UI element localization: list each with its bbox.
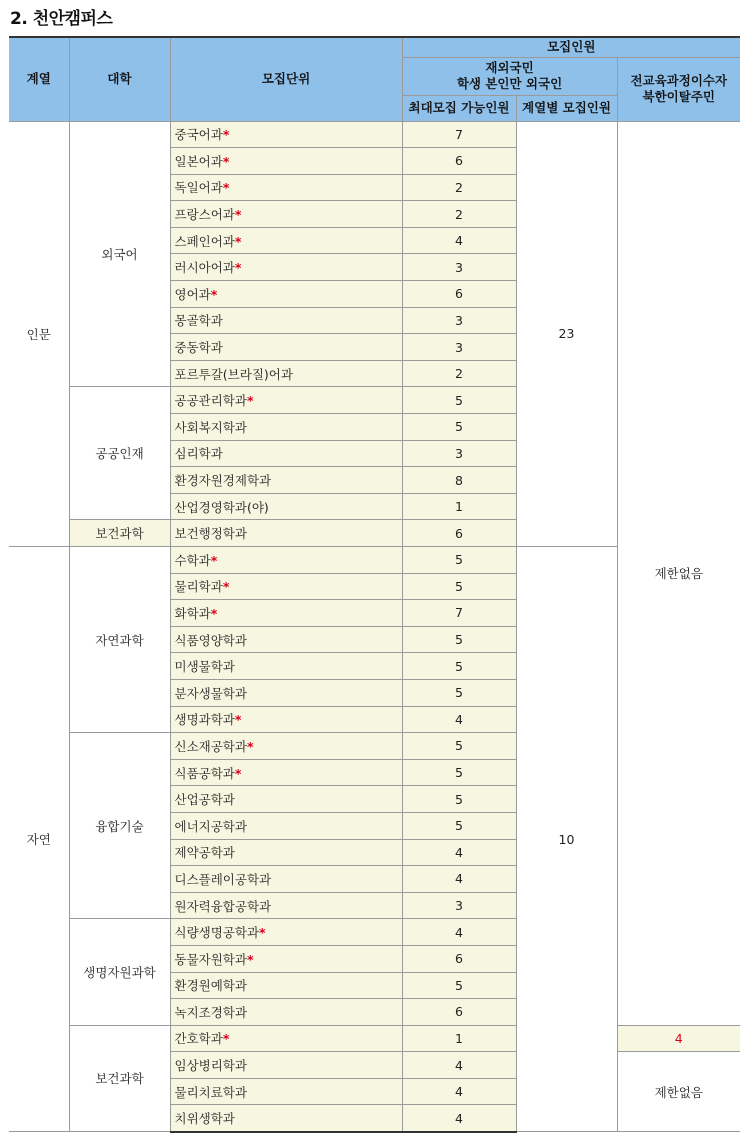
max-quota-cell: 5 <box>402 759 516 786</box>
max-quota-cell: 3 <box>402 892 516 919</box>
dept-name: 몽골학과 <box>174 313 223 329</box>
dept-name: 신소재공학과 <box>174 738 247 754</box>
dept-cell <box>170 759 402 786</box>
max-quota-cell: 2 <box>402 201 516 228</box>
max-quota-cell: 5 <box>402 972 516 999</box>
max-quota-cell: 6 <box>402 148 516 175</box>
dept-cell <box>170 733 402 760</box>
dept-name: 에너지공학과 <box>174 818 247 834</box>
max-quota-cell: 5 <box>402 626 516 653</box>
header-quota: 모집인원 <box>402 37 740 57</box>
table-row <box>9 121 740 148</box>
max-quota-cell: 2 <box>402 360 516 387</box>
header-by-category: 계열별 모집인원 <box>516 95 617 121</box>
max-quota-cell: 4 <box>402 839 516 866</box>
dept-name: 프랑스어과 <box>174 207 235 223</box>
dept-cell <box>170 919 402 946</box>
red-star-mark: * <box>222 1031 230 1047</box>
dept-cell <box>170 839 402 866</box>
other-no-limit-cell-2: 제한없음 <box>617 1052 740 1132</box>
dept-name: 식품공학과 <box>174 765 235 781</box>
dept-cell <box>170 600 402 627</box>
dept-cell <box>170 812 402 839</box>
other-nursing-cell: 4 <box>617 1025 740 1052</box>
red-star-mark: * <box>234 207 242 223</box>
max-quota-cell: 6 <box>402 945 516 972</box>
max-quota-cell: 3 <box>402 307 516 334</box>
max-quota-cell: 4 <box>402 1078 516 1105</box>
dept-name: 환경원예학과 <box>174 978 247 994</box>
dept-name: 환경자원경제학과 <box>174 473 272 489</box>
red-star-mark: * <box>210 605 218 621</box>
dept-cell <box>170 307 402 334</box>
max-quota-cell: 5 <box>402 547 516 574</box>
dept-name: 영어과 <box>174 286 211 302</box>
dept-cell <box>170 148 402 175</box>
dept-name: 공공관리학과 <box>174 393 247 409</box>
dept-cell <box>170 706 402 733</box>
dept-name: 동물자원학과 <box>174 951 247 967</box>
dept-name: 산업경영학과(야) <box>174 499 269 515</box>
red-star-mark: * <box>234 260 242 276</box>
max-quota-cell: 8 <box>402 467 516 494</box>
max-quota-cell: 5 <box>402 786 516 813</box>
table-body <box>9 121 740 1132</box>
category-cell: 자연 <box>9 547 69 1132</box>
college-cell: 보건과학 <box>69 1025 170 1131</box>
dept-cell <box>170 254 402 281</box>
dept-name: 분자생물학과 <box>174 685 247 701</box>
dept-cell <box>170 999 402 1026</box>
red-star-mark: * <box>210 552 218 568</box>
dept-name: 제약공학과 <box>174 845 235 861</box>
max-quota-cell: 4 <box>402 919 516 946</box>
dept-cell <box>170 467 402 494</box>
dept-cell <box>170 653 402 680</box>
dept-name: 사회복지학과 <box>174 419 247 435</box>
red-star-mark: * <box>246 738 254 754</box>
dept-name: 식품영양학과 <box>174 632 247 648</box>
college-cell: 공공인재 <box>69 387 170 520</box>
dept-cell <box>170 972 402 999</box>
dept-cell <box>170 626 402 653</box>
dept-cell <box>170 440 402 467</box>
header-other: 전교육과정이수자 북한이탈주민 <box>617 57 740 121</box>
dept-cell <box>170 360 402 387</box>
dept-name: 미생물학과 <box>174 659 235 675</box>
max-quota-cell: 5 <box>402 414 516 441</box>
max-quota-cell: 2 <box>402 174 516 201</box>
table-row <box>9 1025 740 1052</box>
college-cell: 보건과학 <box>69 520 170 547</box>
dept-cell <box>170 227 402 254</box>
dept-name: 심리학과 <box>174 446 223 462</box>
college-cell: 자연과학 <box>69 547 170 733</box>
header-unit: 모집단위 <box>170 37 402 121</box>
dept-cell <box>170 786 402 813</box>
dept-name: 산업공학과 <box>174 792 235 808</box>
red-star-mark: * <box>234 765 242 781</box>
dept-name: 포르투갈(브라질)어과 <box>174 366 293 382</box>
dept-cell <box>170 174 402 201</box>
dept-name: 녹지조경학과 <box>174 1004 247 1020</box>
dept-cell <box>170 281 402 308</box>
max-quota-cell: 5 <box>402 653 516 680</box>
dept-name: 스페인어과 <box>174 233 235 249</box>
max-quota-cell: 6 <box>402 281 516 308</box>
admission-quota-table <box>9 36 740 1133</box>
dept-cell <box>170 945 402 972</box>
max-quota-cell: 1 <box>402 493 516 520</box>
dept-name: 일본어과 <box>174 153 223 169</box>
dept-name: 수학과 <box>174 552 211 568</box>
max-quota-cell: 4 <box>402 866 516 893</box>
dept-name: 치위생학과 <box>174 1111 235 1127</box>
dept-cell <box>170 493 402 520</box>
max-quota-cell: 4 <box>402 227 516 254</box>
red-star-mark: * <box>259 925 266 941</box>
red-star-mark: * <box>246 393 254 409</box>
max-quota-cell: 5 <box>402 679 516 706</box>
max-quota-cell: 5 <box>402 812 516 839</box>
page-title: 2. 천안캠퍼스 <box>10 9 113 29</box>
college-cell: 생명자원과학 <box>69 919 170 1025</box>
dept-name: 러시아어과 <box>174 260 235 276</box>
dept-cell <box>170 520 402 547</box>
dept-name: 독일어과 <box>174 180 223 196</box>
header-overseas: 재외국민 학생 본인만 외국인 <box>402 57 617 95</box>
red-star-mark: * <box>222 153 230 169</box>
dept-name: 원자력융합공학과 <box>174 898 272 914</box>
dept-name: 중국어과 <box>174 127 223 143</box>
max-quota-cell: 3 <box>402 254 516 281</box>
category-total-cell: 23 <box>516 121 617 547</box>
red-star-mark: * <box>234 712 242 728</box>
max-quota-cell: 7 <box>402 600 516 627</box>
max-quota-cell: 4 <box>402 1105 516 1132</box>
category-cell: 인문 <box>9 121 69 547</box>
red-star-mark: * <box>234 233 242 249</box>
red-star-mark: * <box>246 951 254 967</box>
dept-cell <box>170 892 402 919</box>
college-cell: 외국어 <box>69 121 170 387</box>
header-category: 계열 <box>9 37 69 121</box>
dept-name: 임상병리학과 <box>174 1058 247 1074</box>
red-star-mark: * <box>222 180 230 196</box>
header-college: 대학 <box>69 37 170 121</box>
dept-name: 식량생명공학과 <box>174 925 260 941</box>
max-quota-cell: 5 <box>402 387 516 414</box>
max-quota-cell: 4 <box>402 1052 516 1079</box>
dept-name: 물리학과 <box>174 579 223 595</box>
max-quota-cell: 1 <box>402 1025 516 1052</box>
dept-cell <box>170 1105 402 1132</box>
max-quota-cell: 3 <box>402 334 516 361</box>
max-quota-cell: 5 <box>402 573 516 600</box>
category-total-cell: 10 <box>516 547 617 1132</box>
dept-name: 화학과 <box>174 605 211 621</box>
dept-name: 생명과학과 <box>174 712 235 728</box>
college-cell: 융합기술 <box>69 733 170 919</box>
dept-cell <box>170 679 402 706</box>
dept-cell <box>170 1052 402 1079</box>
dept-name: 간호학과 <box>174 1031 223 1047</box>
dept-cell <box>170 1025 402 1052</box>
dept-cell <box>170 387 402 414</box>
red-star-mark: * <box>210 286 218 302</box>
dept-name: 디스플레이공학과 <box>174 871 272 887</box>
red-star-mark: * <box>222 127 230 143</box>
max-quota-cell: 6 <box>402 999 516 1026</box>
dept-cell <box>170 121 402 148</box>
dept-cell <box>170 1078 402 1105</box>
dept-cell <box>170 866 402 893</box>
dept-name: 중동학과 <box>174 340 223 356</box>
dept-cell <box>170 201 402 228</box>
max-quota-cell: 3 <box>402 440 516 467</box>
red-star-mark: * <box>222 579 230 595</box>
other-no-limit-cell: 제한없음 <box>617 121 740 1025</box>
dept-name: 물리치료학과 <box>174 1084 247 1100</box>
dept-cell <box>170 573 402 600</box>
dept-cell <box>170 334 402 361</box>
dept-name: 보건행정학과 <box>174 526 247 542</box>
dept-cell <box>170 414 402 441</box>
max-quota-cell: 4 <box>402 706 516 733</box>
max-quota-cell: 5 <box>402 733 516 760</box>
max-quota-cell: 6 <box>402 520 516 547</box>
dept-cell <box>170 547 402 574</box>
header-max: 최대모집 가능인원 <box>402 95 516 121</box>
max-quota-cell: 7 <box>402 121 516 148</box>
